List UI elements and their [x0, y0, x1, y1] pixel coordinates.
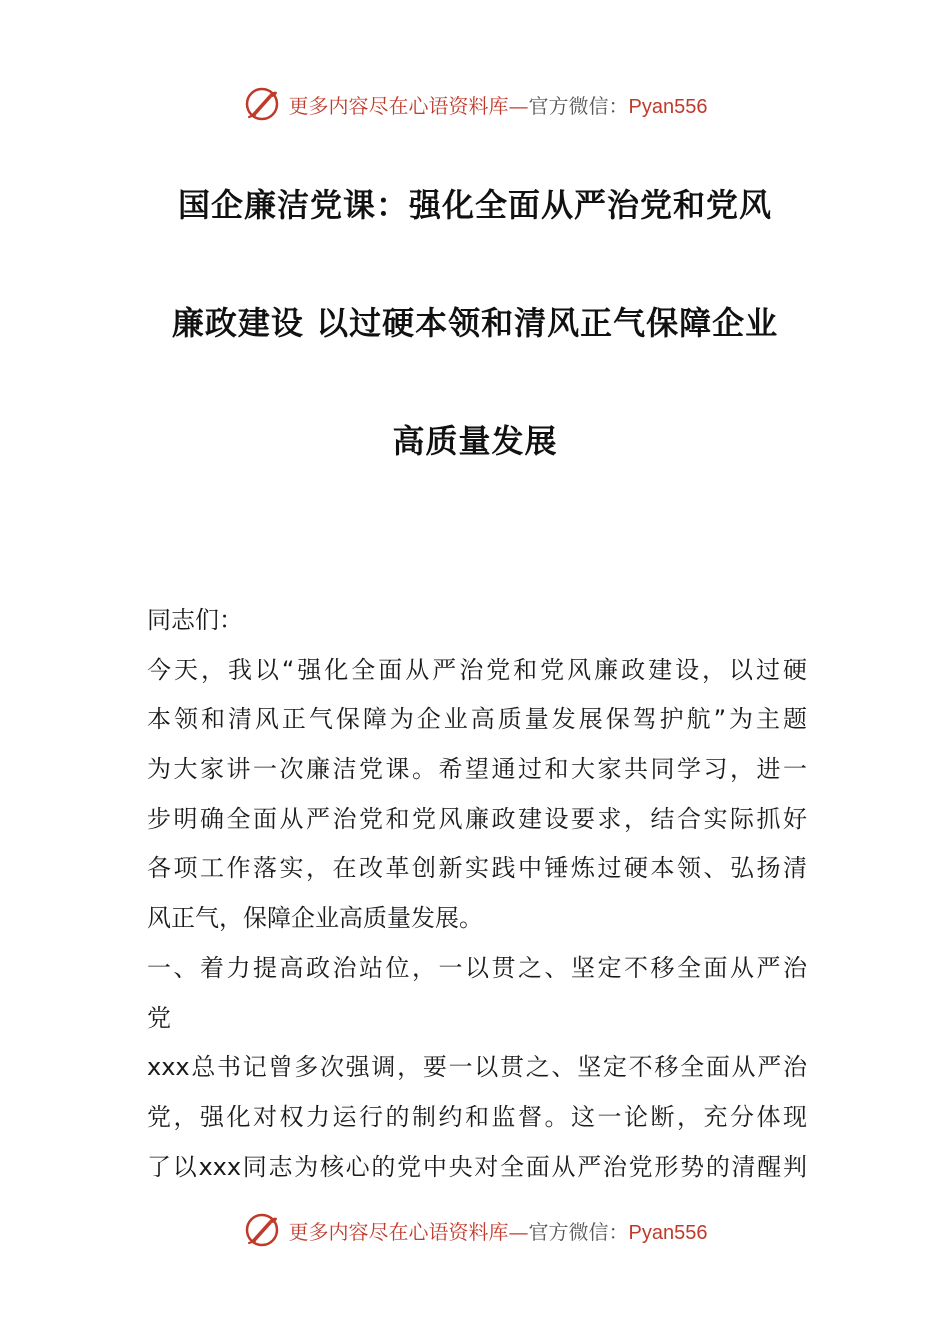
- quill-logo-icon: [243, 1211, 281, 1249]
- body-line-salutation: 同志们：: [147, 606, 243, 634]
- header-contact-id: Pyan556: [628, 95, 708, 118]
- header-contact-label: 官方微信：: [528, 93, 629, 118]
- footer-contact-label: 官方微信：: [528, 1219, 629, 1244]
- body-line: xxx总书记曾多次强调，要一以贯之、坚定不移全面从严治: [147, 1053, 807, 1082]
- body-line: 了以xxx同志为核心的党中央对全面从严治党形势的清醒判: [147, 1152, 807, 1181]
- body-line: 各项工作落实，在改革创新实践中锤炼过硬本领、弘扬清: [147, 854, 807, 883]
- document-title-line-3: 高质量发展: [392, 422, 558, 460]
- footer-separator: —: [508, 1219, 529, 1244]
- body-line: 风正气，保障企业高质量发展。: [147, 904, 483, 933]
- document-title-line-2: 廉政建设 以过硬本领和清风正气保障企业: [171, 304, 779, 342]
- body-line: 今天，我以“强化全面从严治党和党风廉政建设，以过硬: [147, 655, 807, 684]
- body-line: 党，强化对权力运行的制约和监督。这一论断，充分体现: [147, 1102, 807, 1131]
- header-banner: [0, 82, 950, 126]
- body-line: 步明确全面从严治党和党风廉政建设要求，结合实际抓好: [147, 804, 807, 833]
- footer-banner: [0, 1208, 950, 1252]
- section-heading-line: 一、着力提高政治站位，一以贯之、坚定不移全面从严治: [147, 953, 807, 982]
- footer-site-text: 更多内容尽在心语资料库: [288, 1219, 509, 1244]
- header-site-text: 更多内容尽在心语资料库: [288, 93, 509, 118]
- header-banner-text: [289, 90, 708, 119]
- section-heading-line: 党: [147, 1003, 171, 1032]
- footer-contact-id: Pyan556: [628, 1221, 708, 1244]
- document-body: [147, 596, 807, 1192]
- quill-logo-icon: [243, 85, 281, 123]
- body-line: 本领和清风正气保障为企业高质量发展保驾护航”为主题: [147, 705, 807, 734]
- header-separator: —: [508, 93, 529, 118]
- body-line: 为大家讲一次廉洁党课。希望通过和大家共同学习，进一: [147, 755, 807, 784]
- document-title-line-1: 国企廉洁党课：强化全面从严治党和党风: [177, 186, 772, 224]
- footer-banner-text: [289, 1216, 708, 1245]
